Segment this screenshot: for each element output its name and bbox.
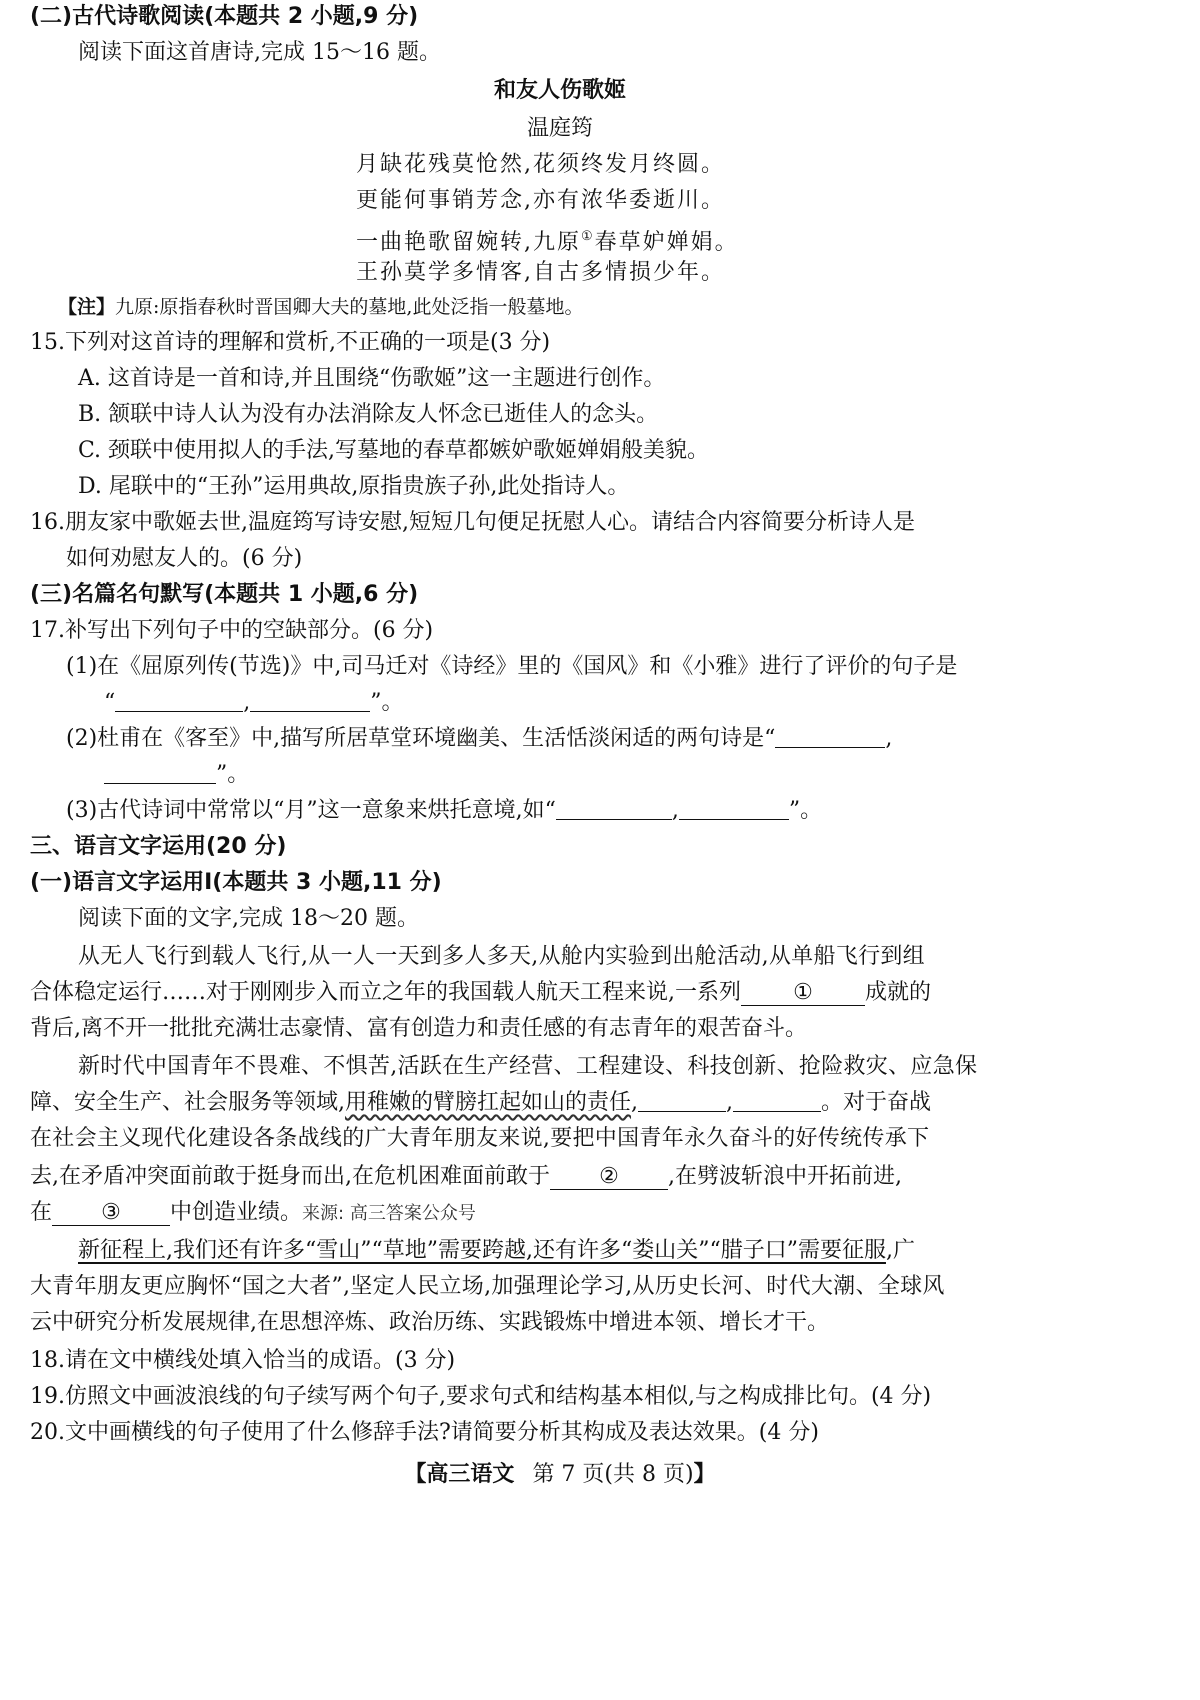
- close-quote: ”。: [788, 798, 823, 823]
- poem-line-1: 月缺花残莫怆然,花须终发月终圆。: [356, 152, 725, 177]
- comma: ,: [243, 690, 251, 715]
- footnote-marker: ①: [581, 229, 595, 244]
- passage-text: 。对于奋战: [821, 1090, 932, 1115]
- question-15-stem: 15.下列对这首诗的理解和赏析,不正确的一项是(3 分): [30, 330, 551, 355]
- passage-text: 去,在矛盾冲突面前敢于挺身而出,在危机困难面前敢于: [30, 1164, 550, 1189]
- part-3-header: 三、语言文字运用(20 分): [30, 834, 287, 859]
- passage-p3-line-3: 云中研究分析发展规律,在思想淬炼、政治历练、实践锻炼中增进本领、增长才干。: [30, 1310, 829, 1335]
- poem-note: [58, 292, 583, 322]
- passage-p2-line-3: 在社会主义现代化建设各条战线的广大青年朋友来说,要把中国青年永久奋斗的好传统传承下: [30, 1126, 930, 1151]
- answer-blank[interactable]: [250, 689, 370, 712]
- poem-author: 温庭筠: [526, 116, 593, 141]
- close-quote: ”。: [216, 762, 250, 787]
- subsection-header-language: (一)语言文字运用Ⅰ(本题共 3 小题,11 分): [30, 870, 442, 895]
- source-watermark: 来源: 高三答案公众号: [302, 1203, 476, 1224]
- page-footer: [0, 1460, 1120, 1490]
- answer-blank[interactable]: [115, 689, 243, 712]
- numbered-blank-3[interactable]: ③: [52, 1201, 170, 1226]
- question-15-option-b: B. 颔联中诗人认为没有办法消除友人怀念已逝佳人的念头。: [78, 402, 659, 427]
- question-17-stem: 17.补写出下列句子中的空缺部分。(6 分): [30, 618, 434, 643]
- passage-p3-line-2: 大青年朋友更应胸怀“国之大者”,坚定人民立场,加强理论学习,从历史长河、时代大潮、全球风: [30, 1274, 945, 1299]
- passage-p2-line-1: 新时代中国青年不畏难、不惧苦,活跃在生产经营、工程建设、科技创新、抢险救灾、应急保: [78, 1054, 978, 1079]
- question-17-part-3: [66, 796, 822, 826]
- question-15-option-d: D. 尾联中的“王孙”运用典故,原指贵族子孙,此处指诗人。: [78, 474, 630, 499]
- question-16-line-1: 16.朋友家中歌姬去世,温庭筠写诗安慰,短短几句便足抚慰人心。请结合内容简要分析诗人是: [30, 510, 915, 535]
- section-header-poetry: (二)古代诗歌阅读(本题共 2 小题,9 分): [30, 4, 419, 29]
- question-17-part-1: (1)在《屈原列传(节选)》中,司马迁对《诗经》里的《国风》和《小雅》进行了评价的句子是: [66, 654, 958, 679]
- poem-intro: 阅读下面这首唐诗,完成 15～16 题。: [78, 40, 441, 65]
- question-15-option-c: C. 颈联中使用拟人的手法,写墓地的春草都嫉妒歌姬婵娟般美貌。: [78, 438, 710, 463]
- footer-subject: 高三语文: [426, 1462, 515, 1487]
- comma: ,: [671, 798, 679, 823]
- passage-p2-line-2: [30, 1088, 931, 1118]
- passage-text: 成就的: [865, 980, 932, 1005]
- numbered-blank-2[interactable]: ②: [550, 1165, 668, 1190]
- question-15-option-a: A. 这首诗是一首和诗,并且围绕“伤歌姬”这一主题进行创作。: [78, 366, 666, 391]
- footer-bracket-right: 】: [693, 1462, 716, 1487]
- footer-page-number: 第 7 页(共 8 页): [532, 1462, 694, 1487]
- passage-text: ,在劈波斩浪中开拓前进,: [668, 1164, 902, 1189]
- passage-text: 在: [30, 1200, 53, 1225]
- question-20: 20.文中画横线的句子使用了什么修辞手法?请简要分析其构成及表达效果。(4 分): [30, 1420, 819, 1445]
- passage-text: ,广: [885, 1238, 915, 1263]
- passage-text: ,: [726, 1090, 734, 1115]
- passage-p3-line-1: [78, 1236, 915, 1266]
- close-quote: ”。: [370, 690, 404, 715]
- passage-text: 障、安全生产、社会服务等领域,: [30, 1090, 345, 1115]
- passage-p2-line-4: [30, 1162, 902, 1192]
- question-18: 18.请在文中横线处填入恰当的成语。(3 分): [30, 1348, 456, 1373]
- question-17-part-2: [66, 724, 892, 754]
- question-19: 19.仿照文中画波浪线的句子续写两个句子,要求句式和结构基本相似,与之构成排比句。(4 分): [30, 1384, 932, 1409]
- question-16-line-2: 如何劝慰友人的。(6 分): [66, 546, 303, 571]
- section-header-recitation: (三)名篇名句默写(本题共 1 小题,6 分): [30, 582, 419, 607]
- question-17-part-1-blanks: [104, 688, 404, 718]
- poem-line-2: 更能何事销芳念,亦有浓华委逝川。: [356, 188, 725, 213]
- open-quote: “: [104, 690, 116, 715]
- passage-p1-line-2: [30, 978, 931, 1008]
- poem-title: 和友人伤歌姬: [493, 78, 626, 103]
- passage-p1-line-3: 背后,离不开一批批充满壮志豪情、富有创造力和责任感的有志青年的艰苦奋斗。: [30, 1016, 807, 1041]
- footer-bracket-left: 【: [404, 1462, 427, 1487]
- passage-p1-line-1: 从无人飞行到载人飞行,从一人一天到多人多天,从舱内实验到出舱活动,从单船飞行到组: [78, 944, 925, 969]
- passage-text: ,: [631, 1090, 639, 1115]
- note-label: 【注】: [58, 296, 116, 318]
- question-17-part-3-text: (3)古代诗词中常常以“月”这一意象来烘托意境,如“: [66, 798, 556, 823]
- answer-blank[interactable]: [775, 725, 885, 748]
- answer-blank[interactable]: [638, 1089, 726, 1112]
- poem-line-3-end: 春草妒婵娟。: [594, 230, 739, 255]
- passage-text: 合体稳定运行……对于刚刚步入而立之年的我国载人航天工程来说,一系列: [30, 980, 741, 1005]
- numbered-blank-1[interactable]: ①: [741, 981, 865, 1006]
- answer-blank[interactable]: [556, 797, 672, 820]
- answer-blank[interactable]: [104, 761, 216, 784]
- underlined-sentence: 新征程上,我们还有许多“雪山”“草地”需要跨越,还有许多“娄山关”“腊子口”需要征服: [78, 1238, 886, 1263]
- note-text: 九原:原指春秋时晋国卿大夫的墓地,此处泛指一般墓地。: [115, 296, 584, 318]
- poem-line-3-start: 一曲艳歌留婉转,九原: [356, 230, 581, 255]
- poem-line-3: [356, 222, 739, 258]
- comma: ,: [885, 726, 893, 751]
- question-17-part-2-cont: [104, 760, 249, 790]
- passage-p2-line-5: [30, 1198, 476, 1229]
- passage-text: 中创造业绩。: [170, 1200, 303, 1225]
- question-17-part-2-text: (2)杜甫在《客至》中,描写所居草堂环境幽美、生活恬淡闲适的两句诗是“: [66, 726, 776, 751]
- answer-blank[interactable]: [679, 797, 789, 820]
- poem-line-4: 王孙莫学多情客,自古多情损少年。: [356, 260, 725, 285]
- answer-blank[interactable]: [733, 1089, 821, 1112]
- reading-intro: 阅读下面的文字,完成 18～20 题。: [78, 906, 419, 931]
- wavy-underlined-sentence: 用稚嫩的臂膀扛起如山的责任: [345, 1090, 632, 1115]
